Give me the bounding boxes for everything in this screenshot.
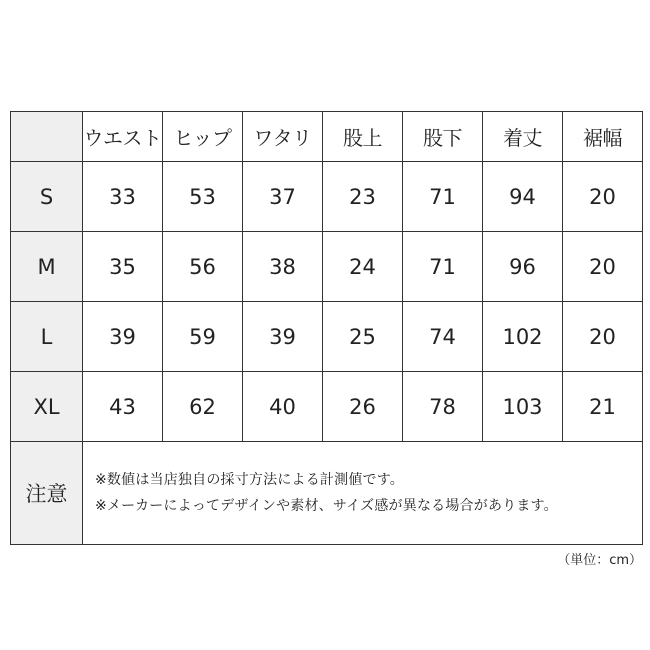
table-cell: 103	[483, 372, 563, 442]
table-cell: 20	[563, 162, 643, 232]
table-cell: 40	[243, 372, 323, 442]
notes-row	[11, 442, 643, 545]
table-cell: 39	[83, 302, 163, 372]
row-header-size: XL	[11, 372, 83, 442]
table-cell: 37	[243, 162, 323, 232]
note-line: ※数値は当店独自の採寸方法による計測値です。	[95, 472, 405, 488]
table-cell: 43	[83, 372, 163, 442]
table-cell: 96	[483, 232, 563, 302]
table-cell: 38	[243, 232, 323, 302]
table-cell: 39	[243, 302, 323, 372]
header-row	[11, 112, 643, 162]
table-cell: 33	[83, 162, 163, 232]
row-header-size: S	[11, 162, 83, 232]
size-chart-table	[10, 111, 643, 545]
note-line: ※メーカーによってデザインや素材、サイズ感が異なる場合があります。	[95, 498, 558, 514]
corner-cell	[11, 112, 83, 162]
table-cell: 56	[163, 232, 243, 302]
table-cell: 94	[483, 162, 563, 232]
table-cell: 26	[323, 372, 403, 442]
table-cell: 62	[163, 372, 243, 442]
table-row	[11, 162, 643, 232]
table-cell: 23	[323, 162, 403, 232]
row-header-size: M	[11, 232, 83, 302]
column-header-hip: ヒップ	[163, 112, 243, 162]
table-row	[11, 232, 643, 302]
table-cell: 53	[163, 162, 243, 232]
table-cell: 21	[563, 372, 643, 442]
column-header-waist: ウエスト	[83, 112, 163, 162]
table-cell: 20	[563, 302, 643, 372]
table-row	[11, 372, 643, 442]
table-cell: 71	[403, 232, 483, 302]
notes-text	[83, 442, 643, 545]
table-cell: 78	[403, 372, 483, 442]
table-cell: 24	[323, 232, 403, 302]
column-header-length: 着丈	[483, 112, 563, 162]
table-row	[11, 302, 643, 372]
column-header-thigh: ワタリ	[243, 112, 323, 162]
table-cell: 74	[403, 302, 483, 372]
column-header-hem-width: 裾幅	[563, 112, 643, 162]
table-cell: 20	[563, 232, 643, 302]
table-cell: 35	[83, 232, 163, 302]
table-cell: 102	[483, 302, 563, 372]
row-header-size: L	[11, 302, 83, 372]
table-cell: 59	[163, 302, 243, 372]
notes-label: 注意	[11, 442, 83, 545]
table-cell: 71	[403, 162, 483, 232]
column-header-rise: 股上	[323, 112, 403, 162]
column-header-inseam: 股下	[403, 112, 483, 162]
table-cell: 25	[323, 302, 403, 372]
unit-note: （単位：cm）	[557, 553, 642, 568]
